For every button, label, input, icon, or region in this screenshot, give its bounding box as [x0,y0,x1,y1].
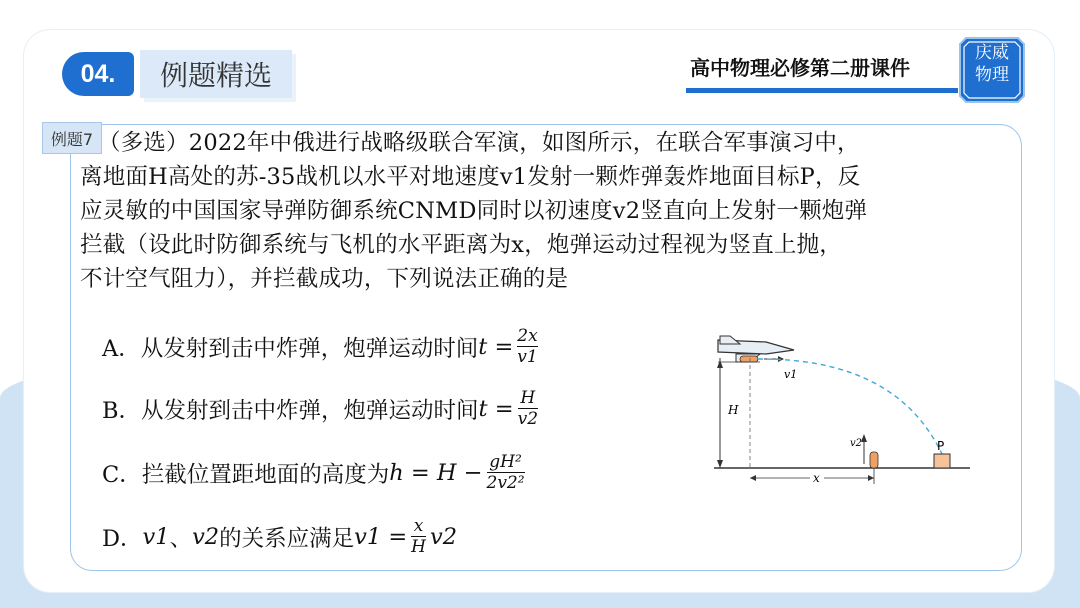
course-title-underline [686,88,958,93]
option-d-v1: v1 [142,523,170,550]
option-d-label: D． [102,525,143,552]
label-H: H [728,403,739,417]
shell-shape [870,452,878,468]
option-a[interactable] [102,326,542,367]
option-d-numerator: x [413,516,424,536]
option-a-lhs: t = [478,333,514,360]
option-d-separator: 、 [169,525,193,552]
course-title: 高中物理必修第二册课件 [690,56,910,80]
section-number: 04. [62,52,134,96]
option-c-fraction [487,452,525,493]
badge-line-2: 物理 [975,65,1009,85]
option-a-fraction [517,326,537,367]
option-d-lhs: v1 = [354,523,408,550]
physics-diagram [706,328,976,490]
stem-line-4: 拦截（设此时防御系统与飞机的水平距离为x，炮弹运动过程视为竖直上抛， [80,232,842,258]
label-x: x [813,471,820,485]
option-c-text: C．拦截位置距地面的高度为 [102,461,390,488]
option-c-denominator: 2v2² [486,473,525,493]
option-b-denominator: v2 [517,409,539,429]
section-title: 例题精选 [140,50,292,98]
stem-line-1: （多选）2022年中俄进行战略级联合军演，如图所示，在联合军事演习中， [98,130,860,156]
stem-line-5: 不计空气阻力），并拦截成功，下列说法正确的是 [80,266,569,292]
option-b-numerator: H [520,388,536,408]
option-a-denominator: v1 [517,347,538,367]
option-d-text: 的关系应满足 [219,525,355,552]
option-d-fraction [411,516,426,557]
stem-line-2: 离地面H高处的苏-35战机以水平对地速度v1发射一颗炸弹轰炸地面目标P，反 [80,164,861,190]
label-v2: v2 [850,438,863,449]
option-d-denominator: H [411,537,426,557]
option-d-v2: v2 [192,523,220,550]
option-a-numerator: 2x [517,326,538,346]
option-c[interactable] [102,452,529,493]
option-c-numerator: gH² [489,452,522,472]
label-P: P [937,439,945,453]
question-stem [80,126,1010,296]
option-a-text: A．从发射到击中炸弹，炮弹运动时间 [102,335,479,362]
badge-line-1: 庆威 [975,43,1009,63]
target-box [934,454,950,468]
question-tag: 例题7 [42,122,102,154]
option-b-fraction [518,388,538,429]
option-d-rhs: v2 [430,523,458,550]
label-v1: v1 [784,368,798,381]
option-c-lhs: h = H − [389,459,483,486]
bomb-shape [740,356,758,362]
option-b-text: B．从发射到击中炸弹，炮弹运动时间 [102,397,479,424]
badge-label [956,42,1028,86]
option-b-lhs: t = [478,395,514,422]
option-b[interactable] [102,388,542,429]
option-d[interactable] [102,516,457,557]
stem-line-3: 应灵敏的中国国家导弹防御系统CNMD同时以初速度v2竖直向上发射一颗炮弹 [80,198,868,224]
